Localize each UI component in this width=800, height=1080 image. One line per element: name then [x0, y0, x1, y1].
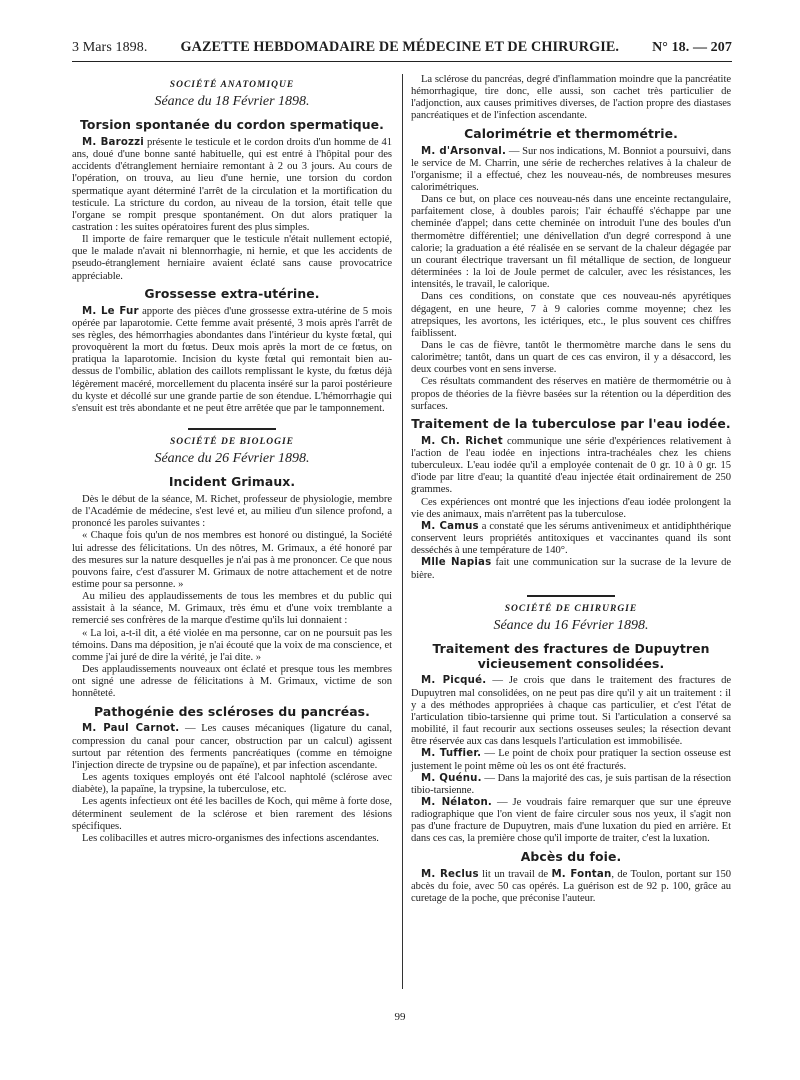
paragraph: Les agents infectieux ont été les bacilles de Koch, qui même à forte dose, déterminent seulement de la sclérose et bien rarement des lésions spécifiques. [72, 796, 392, 832]
article-title: Incident Grimaux. [168, 474, 296, 490]
paragraph [411, 797, 731, 846]
paragraph: Dès le début de la séance, M. Richet, professeur de physiologie, membre de l'Académie de médecine, s'est levé et, au milieu d'un silence profond, a prononcé les paroles suivantes : [72, 493, 392, 530]
paragraph: Il importe de faire remarquer que le testicule n'était nullement ectopié, que le malade n'avait ni blennorrhagie, ni hernie, et que les accidents de pseudo-étranglement herniaire avaient éclaté sans cause provocatrice appréciable. [72, 234, 392, 282]
paragraph-text: — Les causes mécaniques (ligature du canal, compression du canal pour cancer, obstruction par un calcul) agissent surtout par rétention des ferments pancréatiques (comme en témoigne l'injection directe de trypsine ou de papaïne), et par infection ascendante. [72, 723, 393, 771]
author-name: M. Le Fur [82, 305, 139, 317]
seance-date: Séance du 26 Février 1898. [154, 451, 310, 467]
section-divider [188, 428, 276, 430]
paragraph: Dans ces conditions, on constate que ces nouveau-nés apyrétiques dégagent, en une heure, 7 à 9 calories comme moyenne; chez les atrepsiques, les avortons, les ictériques, etc., le plus souvent ces chiffres faiblissent. [411, 291, 731, 339]
paragraph: « La loi, a-t-il dit, a été violée en ma personne, car on ne poursuit pas les témoins. Dans ma déposition, je n'ai écouté que la voix de ma conscience, et comme j'ai juré de dire la vérité, je l'ai dite. » [72, 627, 392, 663]
author-name: M. Picqué. [421, 675, 487, 687]
society-heading: SOCIÉTÉ DE BIOLOGIE [169, 437, 295, 448]
paragraph [72, 723, 392, 772]
paragraph-text: communique une série d'expériences relativement à l'action de l'eau iodée en injections intra-trachéales chez les chiens tuberculeux. L'eau iodée qu'il a employée contenait de 0 gr. 10 à 0 gr. 15 d'iode par litre d'eau; la quantité d'eau injectée était ordinairement de 250 grammes. [411, 435, 731, 496]
article-title: Pathogénie des scléroses du pancréas. [94, 703, 370, 719]
paragraph: « Chaque fois qu'un de nos membres est honoré ou distingué, la Société lui adresse des félicitations. Un des nôtres, M. Grimaux, a été honoré par des mesures sur la nature desquelles je n'ai pas à me prononcer. Ce que nous pouvons faire, c'est d'assurer M. Grimaux de notre attachement et de notre estime pour sa personne. » [72, 530, 392, 590]
seance-date: Séance du 16 Février 1898. [493, 617, 649, 633]
paragraph [411, 869, 731, 905]
paragraph [411, 773, 731, 797]
society-heading: SOCIÉTÉ ANATOMIQUE [169, 80, 295, 90]
paragraph: Les agents toxiques employés ont été l'alcool naphtolé (sclérose avec diabète), la papaïne, la trypsine, la tuberculose, etc. [72, 772, 392, 796]
paragraph: Les colibacilles et autres micro-organismes des infections ascendantes. [82, 832, 379, 844]
journal-title: GAZETTE HEBDOMADAIRE DE MÉDECINE ET DE CHIRURGIE. [180, 39, 620, 55]
paragraph: Dans le cas de fièvre, tantôt le thermomètre marche dans le sens du calorimètre; tantôt, dans un quart de ces cas environ, il y a désaccord, les deux courbes vont en sens inverse. [411, 340, 731, 376]
section-divider [527, 595, 615, 597]
column-rule [402, 74, 403, 989]
author-name: M. Fontan [551, 868, 612, 880]
paragraph [72, 137, 392, 234]
paragraph [411, 675, 731, 748]
paragraph-text: — Je crois que dans le traitement des fractures de Dupuytren mal consolidées, on ne peut pas dire qu'il y ait un traitement : il y a des méthodes appropriées à chaque cas particulier, et c'est l'état de l'articulation tibio-tarsienne qui prime tout. Si l'articulation a conservé sa mobilité, il faut recourir aux sections osseuses seules; la résection devant être réservée aux cas dans lesquels l'articulation est immobilisée. [411, 675, 731, 748]
article-title: Traitement des fractures de Dupuytren vicieusement consolidées. [432, 640, 710, 671]
page-folio: 99 [394, 1011, 406, 1023]
article-title: Torsion spontanée du cordon spermatique. [80, 117, 384, 132]
author-name: M. d'Arsonval. [421, 145, 507, 157]
paragraph: Des applaudissements nouveaux ont éclaté et presque tous les membres ont signé une adresse de félicitations à M. Grimaux, victime de son honnêteté. [72, 664, 392, 700]
paragraph [411, 748, 731, 772]
seance-date: Séance du 18 Février 1898. [154, 94, 310, 109]
author-name: M. Reclus [421, 868, 479, 880]
paragraph-text: lit un travail de [478, 868, 552, 880]
paragraph: La sclérose du pancréas, degré d'inflammation moindre que la pancréatite hémorrhagique, tire donc, elle aussi, son cachet très particulier de l'adjonction, aux causes primitives diverses, de l'action propre des diastases pancréatiques et de l'infection ascendante. [411, 74, 731, 122]
paragraph-text: fait une communication sur la sucrase de la levure de bière. [411, 557, 731, 581]
left-column [72, 74, 392, 845]
right-column [411, 74, 731, 905]
author-name: M. Barozzi [82, 136, 144, 148]
author-name: M. Quénu. [421, 772, 482, 784]
author-name: M. Tuffier. [421, 748, 482, 760]
paragraph: Ces expériences ont montré que les injections d'eau iodée prolongent la vie des animaux, mais n'arrêtent pas la tuberculose. [411, 496, 731, 520]
article-title: Calorimétrie et thermométrie. [464, 125, 678, 141]
issue-number: N° 18. — 207 [652, 40, 732, 55]
paragraph-text: — Sur nos indications, M. Bonniot a poursuivi, dans le service de M. Charrin, une série de recherches relatives à la chaleur de l'organisme; il a effectué, chez les nouveau-nés, de nombreuses mesures calorimétriques. [411, 145, 731, 193]
article-title: Grossesse extra-utérine. [144, 285, 320, 301]
article-title: Traitement de la tuberculose par l'eau iodée. [411, 415, 731, 431]
society-heading: SOCIÉTÉ DE CHIRURGIE [504, 603, 638, 614]
paragraph-text: — Dans la majorité des cas, je suis partisan de la résection tibio-tarsienne. [411, 772, 731, 796]
paragraph [72, 306, 392, 415]
article-title: Abcès du foie. [520, 848, 622, 864]
paragraph-text: a constaté que les sérums antivenimeux et antidiphthérique conservent leurs propriétés antitoxiques et vaccinantes quand ils sont desséchés à une température de 140°. [411, 520, 731, 557]
paragraph-text: , de Toulon, portant sur 150 abcès du foie, avec 50 cas opérés. La guérison est de 92 p. 100, grâce au curetage de la poche, que préconise l'auteur. [411, 868, 731, 904]
header-date: 3 Mars 1898. [72, 40, 148, 55]
author-name: M. Nélaton. [421, 797, 492, 808]
running-head [72, 39, 732, 62]
paragraph-text: apporte des pièces d'une grossesse extra-utérine de 5 mois opérée par laparotomie. Cette femme avait présenté, 3 mois après l'arrêt de ses règles, des hémorrhagies abondantes dans l'intérieur du kyste fœtal, qui provoquèrent la mort du fœtus. Deux mois après la mort de ce fœtus, on pratiqua la laparotomie. Incision du kyste fœtal qui remontait bien au-dessus de l'ombilic, ablation des caillots remplissant le kyste, du fœtus déjà légèrement macéré, morcellement du placenta inséré sur la paroi postérieure du kyste et décollé sur une grande partie de son étendue. L'hémorrhagie qui s'ensuit est très abondante et ne peut être arrêtée que par le tamponnement. [72, 305, 392, 414]
paragraph [411, 521, 731, 557]
author-name: M. Paul Carnot. [82, 723, 180, 735]
paragraph: Ces résultats commandent des réserves en matière de thermométrie ou à propos de théories de la fièvre basées sur la rétention ou la déperdition des surfaces. [411, 376, 731, 412]
paragraph-text: — Le point de choix pour pratiquer la section osseuse est justement le point même où les os ont été fracturés. [411, 748, 731, 772]
paragraph: Dans ce but, on place ces nouveau-nés dans une enceinte rectangulaire, parfaitement close, à doubles parois; l'air échauffé s'échappe par une cheminée d'appel; dans cette cheminée on introduit l'une des boules d'un thermomètre différentiel; une dénivellation d'un degré correspond à une calorie; la graduation a été réalisée en se servant de la chaleur dégagée par un courant électrique traversant un fil métallique de section, de longueur déterminées : la loi de Joule permet de calculer, avec les résistances, les intensités, le travail, le calorique. [411, 194, 731, 291]
author-name: M. Ch. Richet [421, 435, 503, 447]
paragraph: Au milieu des applaudissements de tous les membres et du public qui assistait à la séance, M. Grimaux, très ému et d'une voix tremblante a remercié ses confrères de la marque d'estime qu'ils lui donnaient : [72, 591, 392, 627]
paragraph-text: — Je voudrais faire remarquer que sur une épreuve radiographique que l'on vient de faire circuler sous nos yeux, il s'agit non pas d'une fracture de Dupuytren, mais d'une luxation du pied en arrière. Et dans ces cas, la première chose qu'il importe de traiter, c'est la luxation. [411, 797, 731, 845]
author-name: M. Camus [421, 520, 479, 532]
paragraph [411, 146, 731, 195]
author-name: Mlle Napias [421, 557, 492, 569]
paragraph-text: présente le testicule et le cordon droits d'un homme de 41 ans, doué d'une bonne santé habituelle, qui est entré à l'hôpital pour des accidents d'étranglement herniaire remontant à 2 ou 3 jours. Au cours de l'opération, on trouva, au lieu d'une hernie, une torsion du cordon spermatique ayant déterminé l'arrêt de la circulation et la mortification du testicule. La stricture du cordon, au niveau de la torsion, était telle que l'organe se rompit presque spontanément. On dut alors pratiquer la castration : les suites opératoires furent des plus simples. [72, 136, 392, 233]
paragraph [411, 436, 731, 497]
paragraph [411, 557, 731, 581]
